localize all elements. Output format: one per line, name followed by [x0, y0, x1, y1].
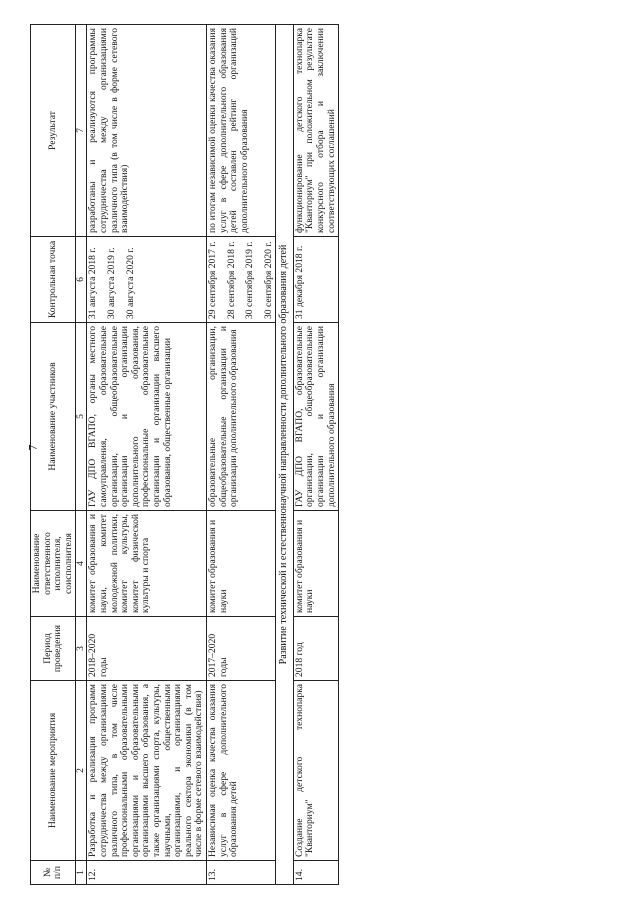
table-row — [206, 25, 275, 885]
event-cell: Разработка и реализация программ сотрудничества между организациями различного типа, в том числе профессиональными образовательными организациями и образовательными организациями высшего образования, а также организациями спорта, культуры, научными, общественными организациями, и организациями реального сектора экономики (в том числе в форме сетевого взаимодействия) — [87, 681, 207, 861]
result-cell: разработаны и реализуются программы сотрудничества между организациями различного типа (в том числе в форме сетевого взаимодействия) — [87, 25, 207, 237]
header-num: № п/п — [31, 861, 76, 885]
executor-cell: комитет образования и науки — [293, 511, 338, 617]
period-cell: 2018–2020 годы — [87, 617, 207, 681]
rotated-table-container — [30, 5, 590, 885]
event-cell: Независимая оценка качества оказания услуг в сфере дополнительного образования детей — [206, 681, 275, 861]
period-cell: 2017–2020 годы — [206, 617, 275, 681]
checkpoint-date: 29 сентября 2017 г. — [206, 241, 218, 319]
column-number: 4 — [76, 511, 87, 617]
events-table — [30, 24, 339, 885]
header-participants: Наименование участников — [31, 323, 76, 511]
checkpoint-date: 30 сентября 2019 г. — [244, 241, 256, 319]
header-event: Наименование мероприятия — [31, 681, 76, 861]
result-cell: функционирование детского технопарка "Кванториум" при положительном результате конкурсного отбора и заключении соответствующих соглашений — [293, 25, 338, 237]
participants-cell: образовательные организации, общеобразовательные организации и организации дополнительного образования — [206, 323, 275, 511]
executor-cell: комитет образования и науки — [206, 511, 275, 617]
header-period: Период проведения — [31, 617, 76, 681]
section-row — [276, 25, 294, 885]
result-cell: по итогам независимой оценки качества оказания услуг в сфере дополнительного образования детей составлен рейтинг организаций дополнительного образования — [206, 25, 275, 237]
row-number: 14. — [293, 861, 338, 885]
participants-cell: ГАУ ДПО ВГАПО, образовательные организации, общеобразовательные организации и организации дополнительного образования — [293, 323, 338, 511]
period-cell: 2018 год — [293, 617, 338, 681]
column-number: 5 — [76, 323, 87, 511]
table-row — [87, 25, 207, 885]
executor-cell: комитет образования и науки, комитет молодежной политики, комитет культуры, комитет физической культуры и спорта — [87, 511, 207, 617]
event-cell: Создание детского технопарка "Кванториум" — [293, 681, 338, 861]
checkpoint-date: 30 августа 2019 г. — [105, 247, 117, 319]
column-number: 6 — [76, 237, 87, 323]
checkpoint-cell — [293, 237, 338, 323]
row-number: 12. — [87, 861, 207, 885]
page-number: 7 — [25, 444, 40, 451]
participants-cell: ГАУ ДПО ВГАПО, органы местного самоуправления, образовательные организации, общеобразовательные организации и организации дополнительного образования, профессиональные образовательные организации и организации высшего образования, общественные организации — [87, 323, 207, 511]
header-result: Результат — [31, 25, 76, 237]
header-executor: Наименование ответственного исполнителя, соисполнителя — [31, 511, 76, 617]
checkpoint-date: 31 августа 2018 г. — [87, 247, 99, 319]
row-number: 13. — [206, 861, 275, 885]
checkpoint-date: 30 августа 2020 г. — [124, 247, 136, 319]
section-title: Развитие технической и естественнонаучной направленности дополнительного образования детей — [276, 25, 294, 885]
column-number-row — [76, 25, 87, 885]
column-number: 3 — [76, 617, 87, 681]
checkpoint-date: 31 декабря 2018 г. — [293, 245, 305, 319]
column-number: 1 — [76, 861, 87, 885]
checkpoint-date: 30 сентября 2020 г. — [262, 241, 274, 319]
table-row — [293, 25, 338, 885]
checkpoint-date: 28 сентября 2018 г. — [225, 241, 237, 319]
table-header-row — [31, 25, 76, 885]
header-checkpoint: Контрольная точка — [31, 237, 76, 323]
column-number: 7 — [76, 25, 87, 237]
column-number: 2 — [76, 681, 87, 861]
checkpoint-cell — [206, 237, 275, 323]
checkpoint-cell — [87, 237, 207, 323]
